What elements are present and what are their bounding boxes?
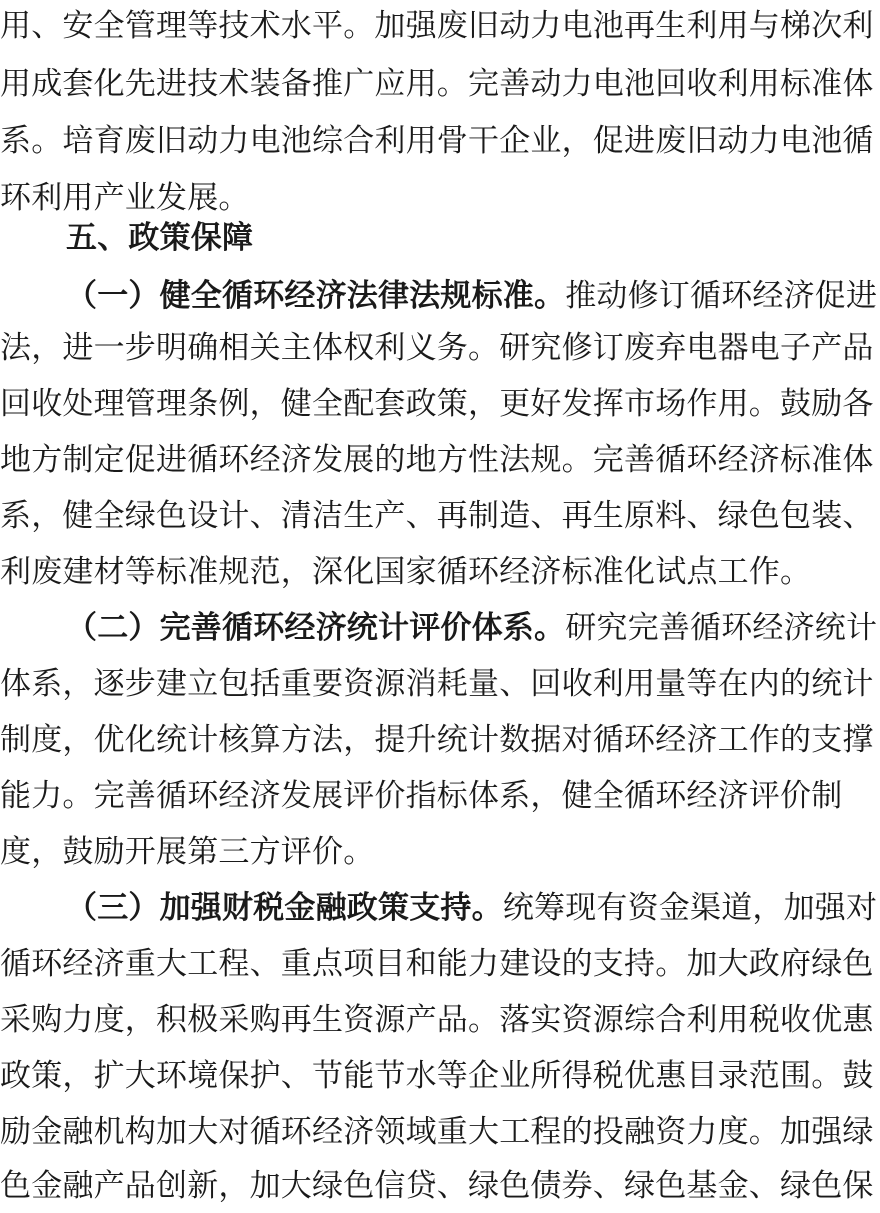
subsection-title: （三）加强财税金融政策支持。 [66,890,503,926]
section-heading: 五、政策保障 [66,220,254,256]
body-line: 用成套化先进技术装备推广应用。完善动力电池回收利用标准体 [0,66,874,102]
body-line: 励金融机构加大对循环经济领域重大工程的投融资力度。加强绿 [0,1114,874,1150]
body-line: 用、安全管理等技术水平。加强废旧动力电池再生利用与梯次利 [0,8,874,44]
body-line: 制度，优化统计核算方法，提升统计数据对循环经济工作的支撑 [0,722,874,758]
paragraph-text: 推动修订循环经济促进 [565,278,878,314]
body-line: 系。培育废旧动力电池综合利用骨干企业，促进废旧动力电池循 [0,123,874,159]
body-line: 体系，逐步建立包括重要资源消耗量、回收利用量等在内的统计 [0,666,874,702]
body-line: 采购力度，积极采购再生资源产品。落实资源综合利用税收优惠 [0,1002,874,1038]
body-line: 能力。完善循环经济发展评价指标体系，健全循环经济评价制 [0,778,843,814]
body-line: 色金融产品创新，加大绿色信贷、绿色债券、绿色基金、绿色保 [0,1168,874,1204]
body-line: 系，健全绿色设计、清洁生产、再制造、再生原料、绿色包装、 [0,498,874,534]
body-line: 回收处理管理条例，健全配套政策，更好发挥市场作用。鼓励各 [0,386,874,422]
paragraph-text: 研究完善循环经济统计 [565,610,878,646]
subsection-title: （一）健全循环经济法律法规标准。 [66,278,566,314]
paragraph-first-line [66,882,880,934]
paragraph-first-line [66,270,880,322]
body-line: 利废建材等标准规范，深化国家循环经济标准化试点工作。 [0,554,812,590]
subsection-title: （二）完善循环经济统计评价体系。 [66,610,566,646]
body-line: 度，鼓励开展第三方评价。 [0,834,375,870]
body-line: 环利用产业发展。 [0,180,250,216]
body-line: 循环经济重大工程、重点项目和能力建设的支持。加大政府绿色 [0,946,874,982]
paragraph-first-line [66,602,880,654]
body-line: 地方制定促进循环经济发展的地方性法规。完善循环经济标准体 [0,442,874,478]
body-line: 政策，扩大环境保护、节能节水等企业所得税优惠目录范围。鼓 [0,1058,874,1094]
body-line: 法，进一步明确相关主体权利义务。研究修订废弃电器电子产品 [0,330,874,366]
paragraph-text: 统筹现有资金渠道，加强对 [502,890,878,926]
